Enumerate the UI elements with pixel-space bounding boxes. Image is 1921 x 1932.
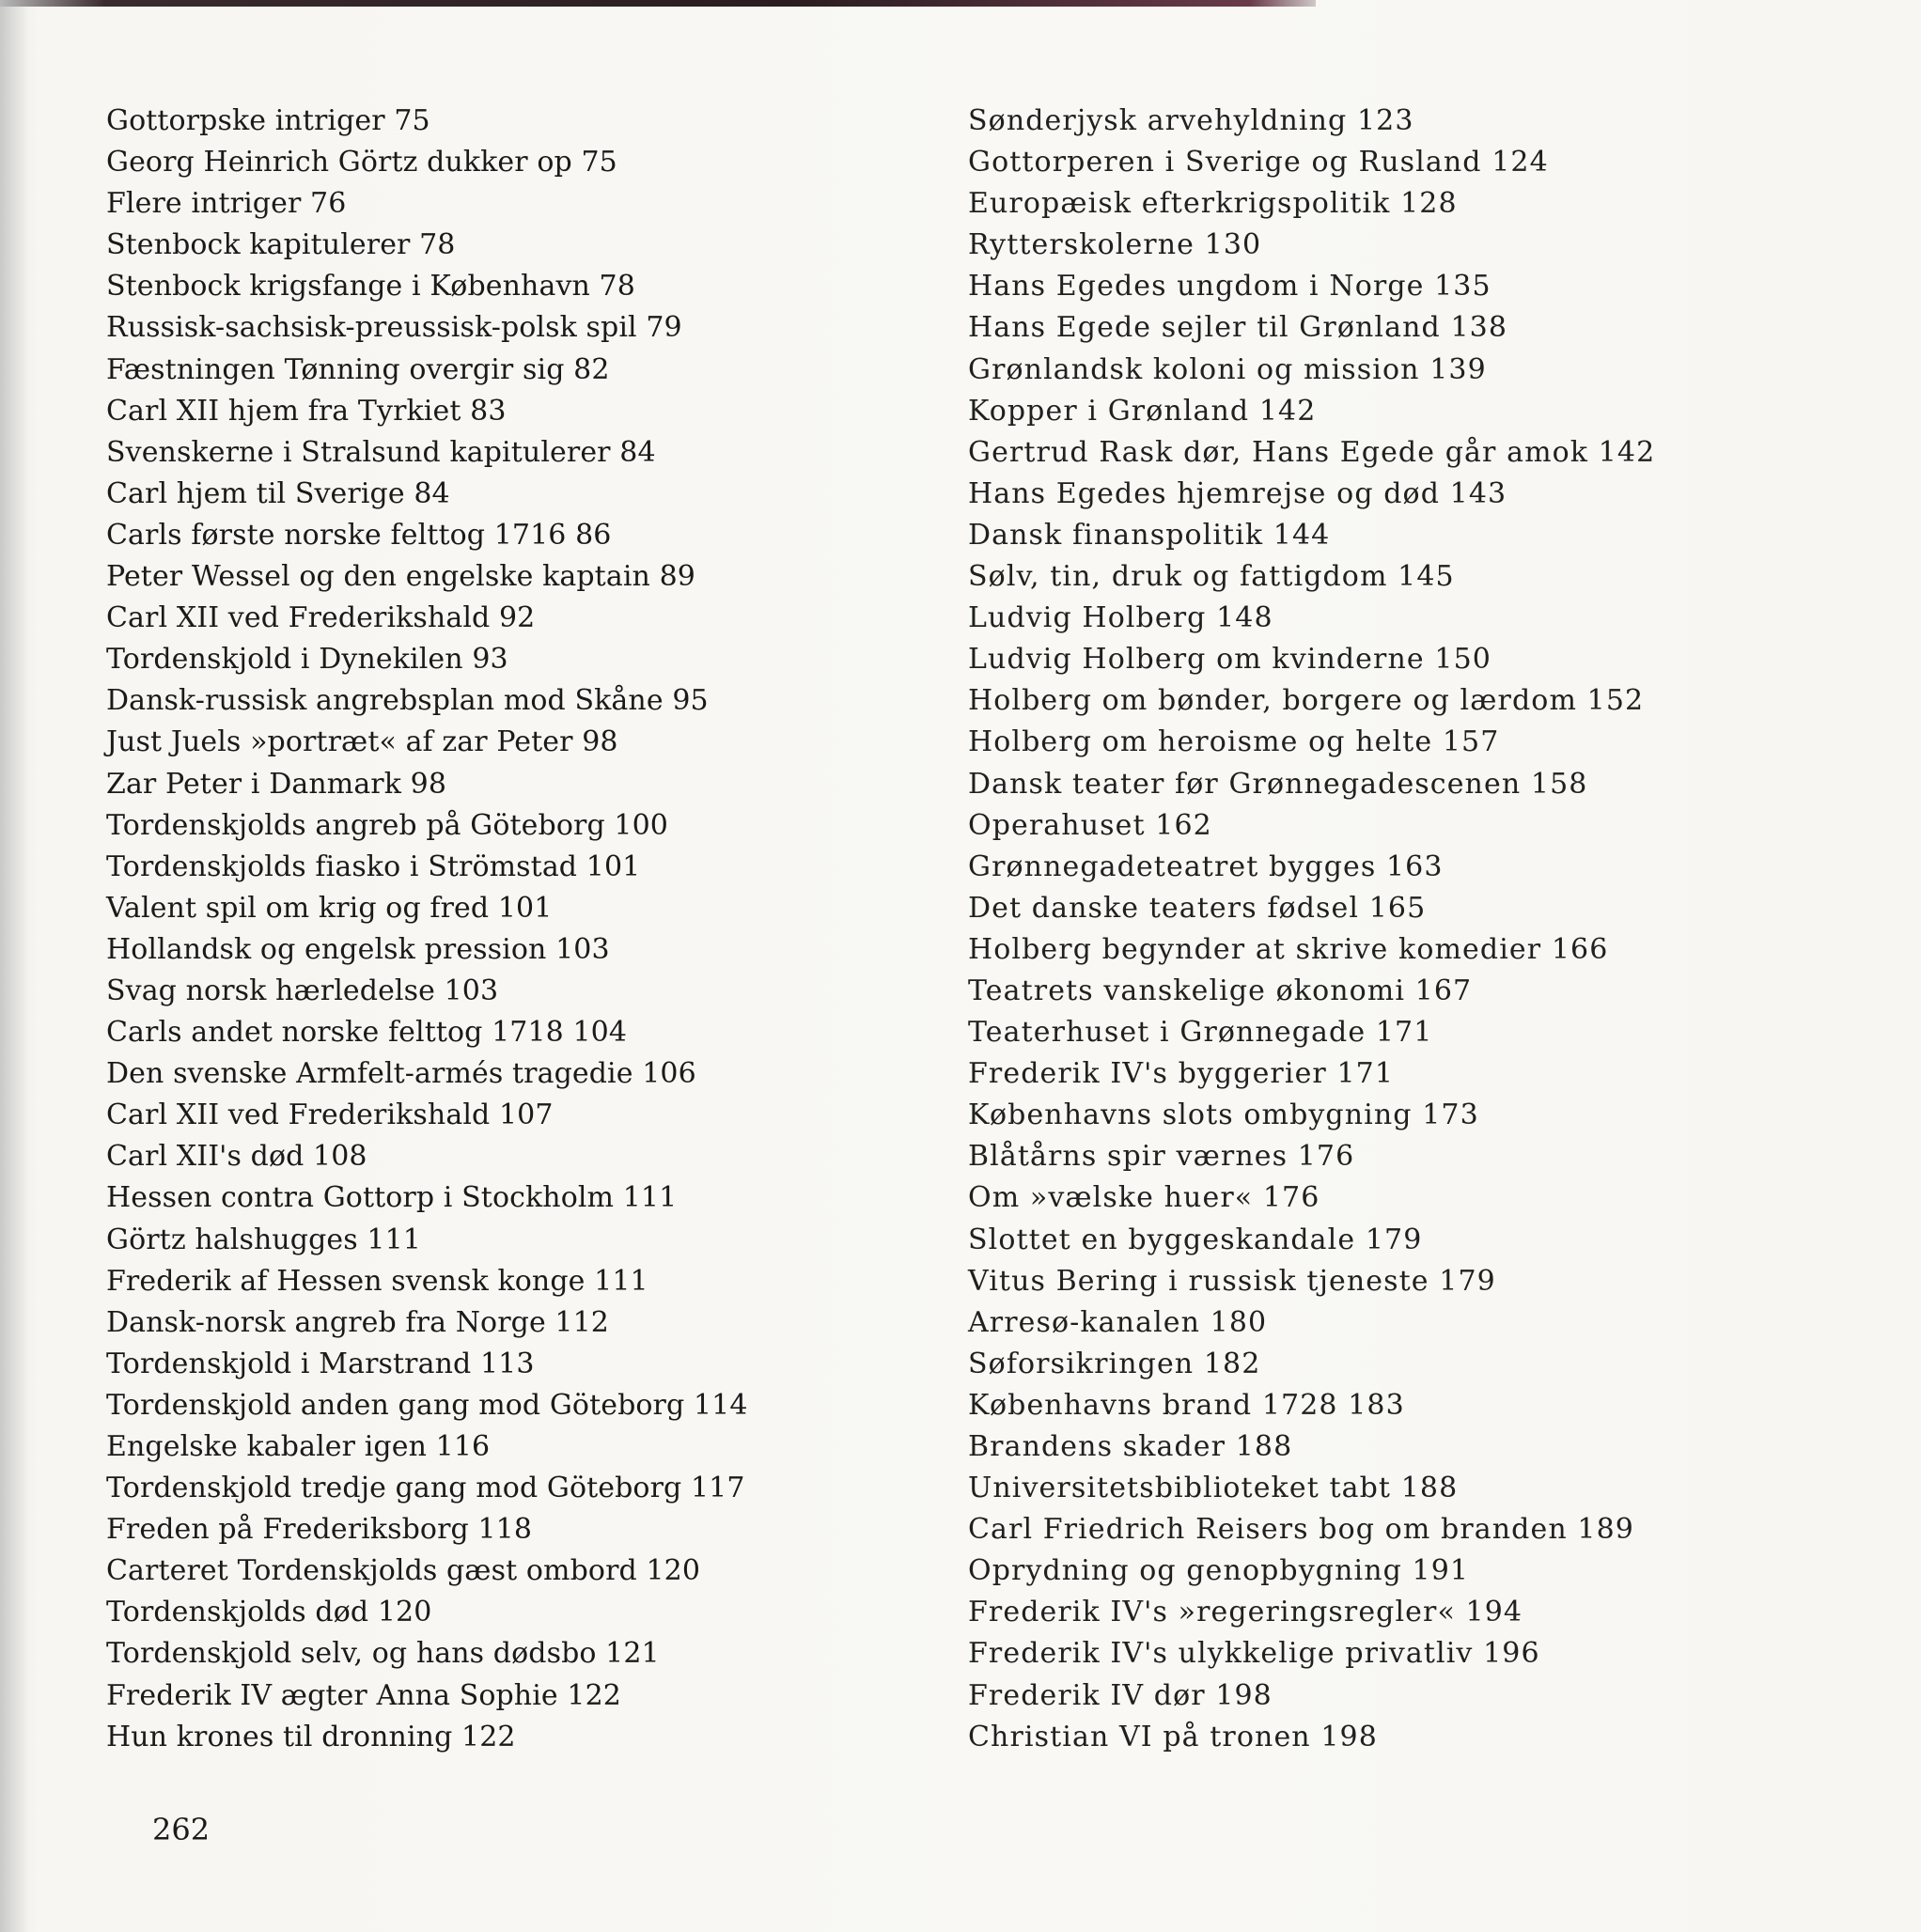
index-entry: Søforsikringen 182 <box>968 1347 1261 1380</box>
index-entry: Vitus Bering i russisk tjeneste 179 <box>968 1264 1496 1298</box>
index-entry: Just Juels »portræt« af zar Peter 98 <box>106 725 618 759</box>
index-entry: Operahuset 162 <box>968 808 1212 842</box>
index-entry: Freden på Frederiksborg 118 <box>106 1513 533 1547</box>
index-entry: Hans Egedes ungdom i Norge 135 <box>968 270 1492 304</box>
index-entry: Sølv, tin, druk og fattigdom 145 <box>968 560 1455 594</box>
index-entry: Christian VI på tronen 198 <box>968 1720 1378 1753</box>
index-entry: Gertrud Rask dør, Hans Egede går amok 142 <box>968 435 1656 469</box>
index-entry: Frederik IV's byggerier 171 <box>968 1057 1395 1091</box>
index-entry: Fæstningen Tønning overgir sig 82 <box>106 352 610 386</box>
index-entry: Carl XII hjem fra Tyrkiet 83 <box>106 394 507 428</box>
index-entry: Peter Wessel og den engelske kaptain 89 <box>106 560 695 594</box>
index-entry: Universitetsbiblioteket tabt 188 <box>968 1472 1459 1505</box>
index-entry: Grønlandsk koloni og mission 139 <box>968 352 1487 386</box>
index-entry: Frederik IV's »regeringsregler« 194 <box>968 1596 1523 1629</box>
index-entry: Hessen contra Gottorp i Stockholm 111 <box>106 1181 678 1215</box>
index-entry: Svag norsk hærledelse 103 <box>106 974 499 1007</box>
index-entry: Frederik IV's ulykkelige privatliv 196 <box>968 1637 1540 1671</box>
page-number: 262 <box>152 1812 211 1847</box>
index-entry: Dansk-russisk angrebsplan mod Skåne 95 <box>106 684 709 718</box>
index-entry: Dansk-norsk angreb fra Norge 112 <box>106 1305 609 1339</box>
index-entry: Hollandsk og engelsk pression 103 <box>106 932 610 966</box>
index-entry: Grønnegadeteatret bygges 163 <box>968 849 1444 883</box>
index-entry: Blåtårns spir værnes 176 <box>968 1140 1355 1174</box>
index-entry: Brandens skader 188 <box>968 1430 1293 1463</box>
index-entry: Svenskerne i Stralsund kapitulerer 84 <box>106 435 656 469</box>
index-entry: Den svenske Armfelt-armés tragedie 106 <box>106 1057 696 1091</box>
index-entry: Tordenskjold tredje gang mod Göteborg 117 <box>106 1472 745 1505</box>
index-entry: Københavns slots ombygning 173 <box>968 1098 1479 1132</box>
index-entry: Valent spil om krig og fred 101 <box>106 891 553 925</box>
index-entry: Carteret Tordenskjolds gæst ombord 120 <box>106 1554 701 1588</box>
index-entry: Carl Friedrich Reisers bog om branden 189 <box>968 1513 1634 1547</box>
index-entry: Carl XII ved Frederikshald 92 <box>106 601 536 635</box>
index-entry: Hans Egede sejler til Grønland 138 <box>968 311 1508 345</box>
index-entry: Sønderjysk arvehyldning 123 <box>968 104 1414 137</box>
index-entry: Kopper i Grønland 142 <box>968 394 1317 428</box>
index-entry: Teaterhuset i Grønnegade 171 <box>968 1016 1433 1050</box>
index-entry: Georg Heinrich Görtz dukker op 75 <box>106 146 617 179</box>
index-entry: Slottet en byggeskandale 179 <box>968 1223 1423 1256</box>
index-entry: Rytterskolerne 130 <box>968 228 1262 262</box>
index-entry: Carl XII's død 108 <box>106 1140 367 1174</box>
index-entry: Russisk-sachsisk-preussisk-polsk spil 79 <box>106 311 682 345</box>
index-entry: Dansk teater før Grønnegadescenen 158 <box>968 767 1588 801</box>
index-entry: Frederik af Hessen svensk konge 111 <box>106 1264 648 1298</box>
index-entry: Tordenskjold anden gang mod Göteborg 114 <box>106 1388 748 1422</box>
index-column-left <box>106 101 933 1758</box>
index-entry: Hun krones til dronning 122 <box>106 1720 516 1753</box>
index-entry: Frederik IV ægter Anna Sophie 122 <box>106 1678 621 1712</box>
index-entry: Carl hjem til Sverige 84 <box>106 476 450 510</box>
index-entry: Carls andet norske felttog 1718 104 <box>106 1016 628 1050</box>
index-entry: Europæisk efterkrigspolitik 128 <box>968 187 1458 221</box>
index-entry: Carl XII ved Frederikshald 107 <box>106 1098 554 1132</box>
index-entry: Arresø-kanalen 180 <box>968 1305 1268 1339</box>
index-entry: Hans Egedes hjemrejse og død 143 <box>968 476 1507 510</box>
index-entry: Tordenskjolds angreb på Göteborg 100 <box>106 808 668 842</box>
index-entry: Tordenskjold selv, og hans dødsbo 121 <box>106 1637 660 1671</box>
index-entry: Görtz halshugges 111 <box>106 1223 421 1256</box>
index-entry: Om »vælske huer« 176 <box>968 1181 1320 1215</box>
index-entry: Carls første norske felttog 1716 86 <box>106 518 612 552</box>
index-entry: Engelske kabaler igen 116 <box>106 1430 491 1463</box>
index-entry: Gottorperen i Sverige og Rusland 124 <box>968 146 1549 179</box>
index-entry: Holberg om heroisme og helte 157 <box>968 725 1500 759</box>
index-entry: Ludvig Holberg om kvinderne 150 <box>968 643 1492 677</box>
index-entry: Holberg begynder at skrive komedier 166 <box>968 932 1609 966</box>
page-spine-shadow <box>0 0 28 1932</box>
index-entry: Flere intriger 76 <box>106 187 347 221</box>
index-entry: Oprydning og genopbygning 191 <box>968 1554 1470 1588</box>
index-entry: Holberg om bønder, borgere og lærdom 152 <box>968 684 1645 718</box>
index-column-right <box>968 101 1870 1758</box>
index-entry: Ludvig Holberg 148 <box>968 601 1273 635</box>
index-entry: Tordenskjolds fiasko i Strömstad 101 <box>106 849 641 883</box>
index-entry: Tordenskjolds død 120 <box>106 1596 432 1629</box>
index-entry: Dansk finanspolitik 144 <box>968 518 1331 552</box>
index-entry: Københavns brand 1728 183 <box>968 1388 1405 1422</box>
index-entry: Zar Peter i Danmark 98 <box>106 767 447 801</box>
index-entry: Tordenskjold i Dynekilen 93 <box>106 643 508 677</box>
index-entry: Stenbock kapitulerer 78 <box>106 228 456 262</box>
index-entry: Stenbock krigsfange i København 78 <box>106 270 635 304</box>
index-entry: Gottorpske intriger 75 <box>106 104 430 137</box>
index-entry: Frederik IV dør 198 <box>968 1678 1273 1712</box>
index-entry: Det danske teaters fødsel 165 <box>968 891 1427 925</box>
index-entry: Teatrets vanskelige økonomi 167 <box>968 974 1473 1007</box>
page-top-edge <box>0 0 1316 7</box>
index-entry: Tordenskjold i Marstrand 113 <box>106 1347 535 1380</box>
